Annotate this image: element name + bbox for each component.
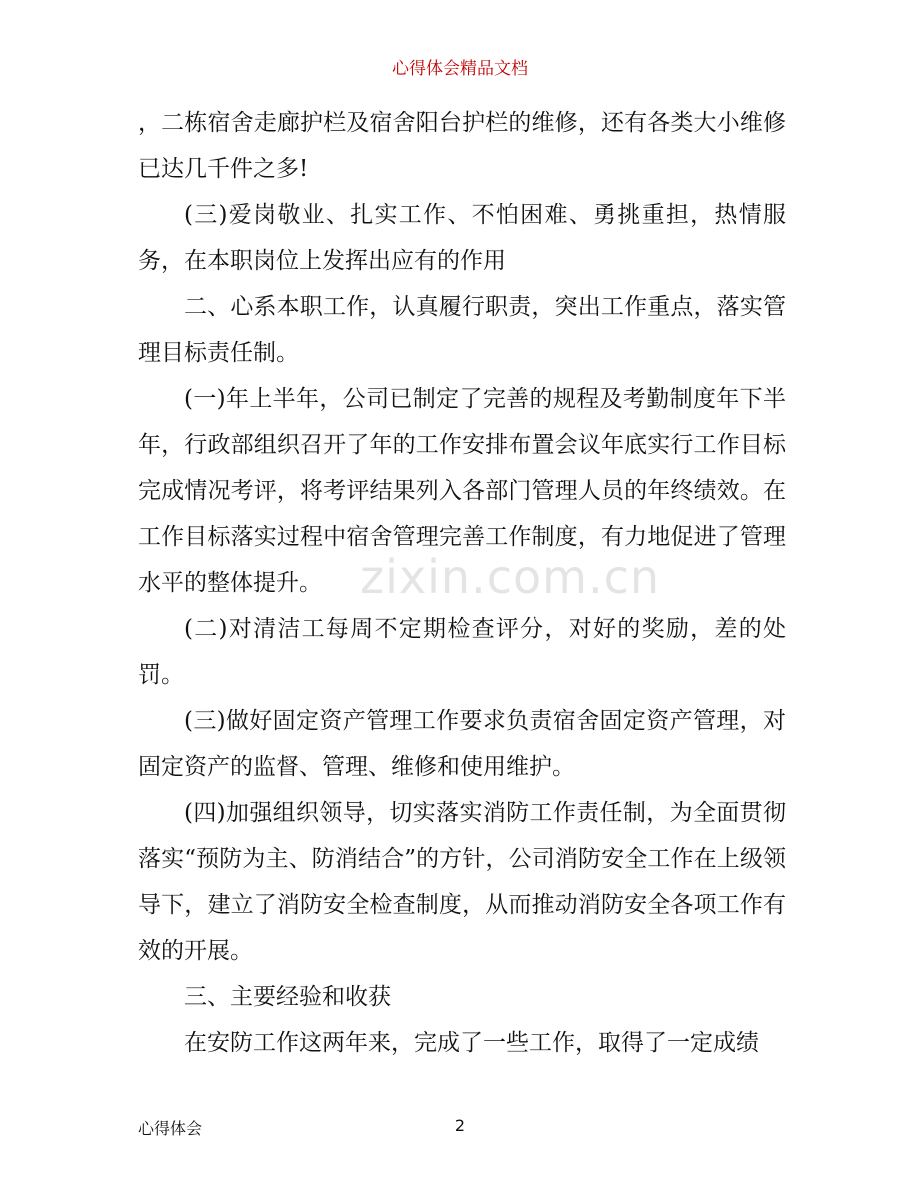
paragraph-7: (四)加强组织领导，切实落实消防工作责任制，为全面贯彻落实“预防为主、防消结合”的方针，公司消防安全工作在上级领导下，建立了消防安全检查制度，从而推动消防安全各项工作有效的开展。	[138, 800, 786, 964]
paragraph-1: ，二栋宿舍走廊护栏及宿舍阳台护栏的维修，还有各类大小维修已达几千件之多!	[138, 110, 786, 182]
paragraph-2: (三)爱岗敬业、扎实工作、不怕困难、勇挑重担，热情服务，在本职岗位上发挥出应有的作用	[138, 202, 786, 274]
paragraph-6: (三)做好固定资产管理工作要求负责宿舍固定资产管理，对固定资产的监督、管理、维修和使用维护。	[138, 708, 786, 780]
paragraph-9: 在安防工作这两年来，完成了一些工作，取得了一定成绩	[184, 1030, 759, 1056]
page-header-title: 心得体会精品文档	[392, 59, 528, 79]
document-body	[138, 100, 786, 1066]
paragraph-4: (一)年上半年，公司已制定了完善的规程及考勤制度年下半年，行政部组织召开了年的工作安排布置会议年底实行工作目标完成情况考评，将考评结果列入各部门管理人员的年终绩效。在工作目标落实过程中宿舍管理完善工作制度，有力地促进了管理水平的整体提升。	[138, 386, 786, 596]
paragraph-5: (二)对清洁工每周不定期检查评分，对好的奖励，差的处罚。	[138, 616, 786, 688]
watermark: zixin.com.cn	[360, 550, 661, 604]
paragraph-3: 二、心系本职工作，认真履行职责，突出工作重点，落实管理目标责任制。	[138, 294, 786, 366]
footer-label: 心得体会	[138, 1119, 203, 1138]
paragraph-8: 三、主要经验和收获	[184, 984, 391, 1010]
page-number: 2	[454, 1116, 466, 1135]
